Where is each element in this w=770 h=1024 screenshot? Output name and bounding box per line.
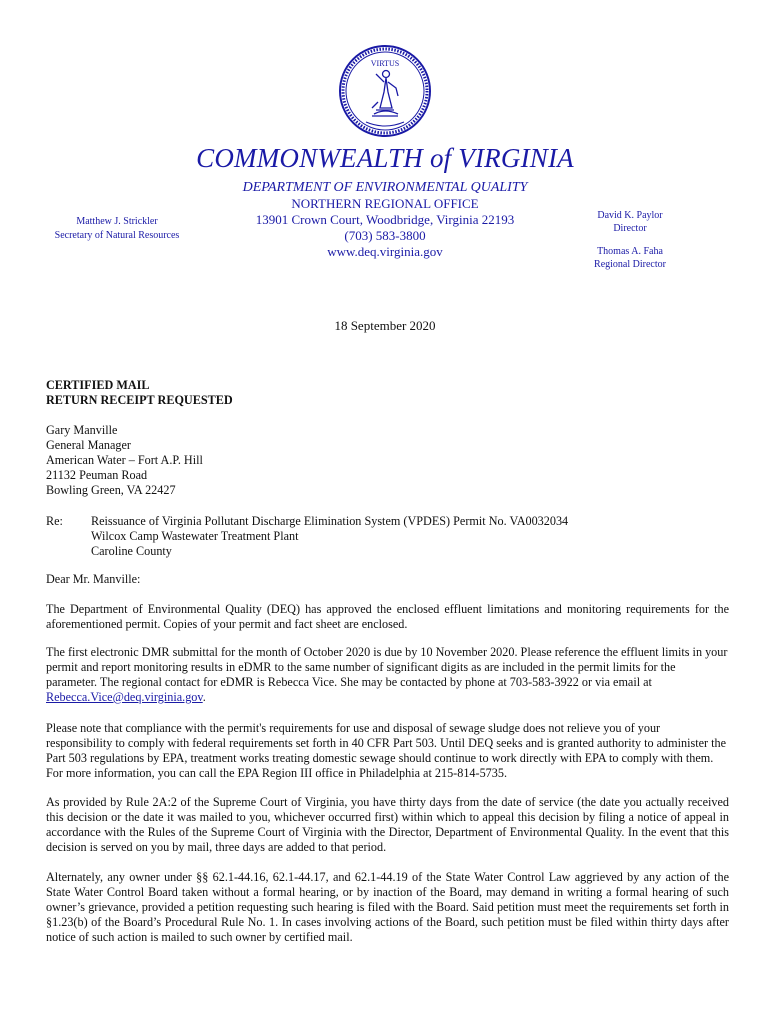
recipient-address: [46, 423, 729, 498]
paragraph-edmr-text: The first electronic DMR submittal for the month of October 2020 is due by 10 November 2020. Please reference the effluent limits in your permit and report monitoring results in eDMR to the same number of significant digits as are included in the permit limits for the parameter. The regional contact for eDMR is Rebecca Vice. She may be contacted by phone at 703-583-3922 or via email at: [46, 645, 728, 689]
office-address: 13901 Crown Court, Woodbridge, Virginia 22193: [255, 212, 515, 227]
department-name: DEPARTMENT OF ENVIRONMENTAL QUALITY: [242, 180, 528, 195]
recipient-street: 21132 Peuman Road: [46, 468, 148, 482]
re-permit: Reissuance of Virginia Pollutant Discharge Elimination System (VPDES) Permit No. VA0032034: [91, 514, 569, 528]
certified-mail: CERTIFIED MAIL: [46, 378, 150, 392]
salutation: Dear Mr. Manville:: [46, 572, 141, 586]
re-block: [46, 514, 729, 562]
office-website: www.deq.virginia.gov: [327, 244, 443, 259]
recipient-city: Bowling Green, VA 22427: [46, 483, 176, 497]
seal-motto: VIRTUS: [370, 59, 400, 68]
re-text: [91, 514, 568, 559]
paragraph-hearing: Alternately, any owner under §§ 62.1-44.16, 62.1-44.17, and 62.1-44.19 of the State Water Control Law aggrieved by any action of the State Water Control Board taken without a formal hearing, or by inaction of the Board, may demand in writing a formal hearing of such owner’s grievance, provided a petition requesting such hearing is filed with the Board. Said petition must meet the requirements set forth in §1.23(b) of the Board’s Procedural Rule No. 1. In cases involving actions of the Board, such petition must be filed within thirty days after notice of such action is mailed to such owner by certified mail.: [46, 870, 729, 944]
paragraph-sludge: Please note that compliance with the permit's requirements for use and disposal of sewage sludge does not relieve you of your responsibility to comply with federal requirements set forth in 40 CFR Part 503. Until DEQ seeks and is granted authority to administer the Part 503 regulations by EPA, treatment works treating domestic sewage should continue to work directly with EPA to comply with them. For more information, you can call the EPA Region III office in Philadelphia at 215-814-5735.: [46, 721, 727, 780]
re-label: Re:: [46, 514, 63, 528]
re-county: Caroline County: [91, 544, 172, 558]
letter-date: 18 September 2020: [334, 318, 436, 333]
regional-director-name: Thomas A. Faha: [597, 246, 663, 257]
director-title: Director: [613, 223, 647, 234]
office-phone: (703) 583-3800: [344, 228, 426, 243]
letterhead-title: COMMONWEALTH of VIRGINIA: [196, 143, 574, 173]
paragraph-edmr-end: .: [202, 690, 206, 704]
re-facility: Wilcox Camp Wastewater Treatment Plant: [91, 529, 299, 543]
return-receipt: RETURN RECEIPT REQUESTED: [46, 393, 233, 407]
secretary-title: Secretary of Natural Resources: [54, 230, 180, 241]
paragraph-appeal: As provided by Rule 2A:2 of the Supreme Court of Virginia, you have thirty days from the date of service (the date you actually received this decision or the date it was mailed to you, whichever occurred first) within which to appeal this decision by filing a notice of appeal in accordance with the Rules of the Supreme Court of Virginia with the Director, Department of Environmental Quality. In the event that this decision is served on you by mail, three days are added to that period.: [46, 795, 729, 854]
contact-email-link[interactable]: Rebecca.Vice@deq.virginia.gov: [46, 690, 203, 704]
paragraph-approval: The Department of Environmental Quality (DEQ) has approved the enclosed effluent limitations and monitoring requirements for the aforementioned permit. Copies of your permit and fact sheet are enclosed.: [46, 602, 729, 631]
director-block: [582, 209, 678, 271]
virginia-seal-logo: [338, 44, 432, 138]
regional-director-title: Regional Director: [594, 259, 666, 270]
paragraph-edmr: [46, 645, 729, 705]
recipient-name: Gary Manville: [46, 423, 118, 437]
recipient-company: American Water – Fort A.P. Hill: [46, 453, 203, 467]
secretary-name: Matthew J. Strickler: [76, 216, 158, 227]
director-name: David K. Paylor: [597, 210, 663, 221]
office-name: NORTHERN REGIONAL OFFICE: [291, 196, 479, 211]
mail-type-block: [46, 378, 729, 408]
recipient-title: General Manager: [46, 438, 131, 452]
secretary-block: [42, 215, 192, 243]
